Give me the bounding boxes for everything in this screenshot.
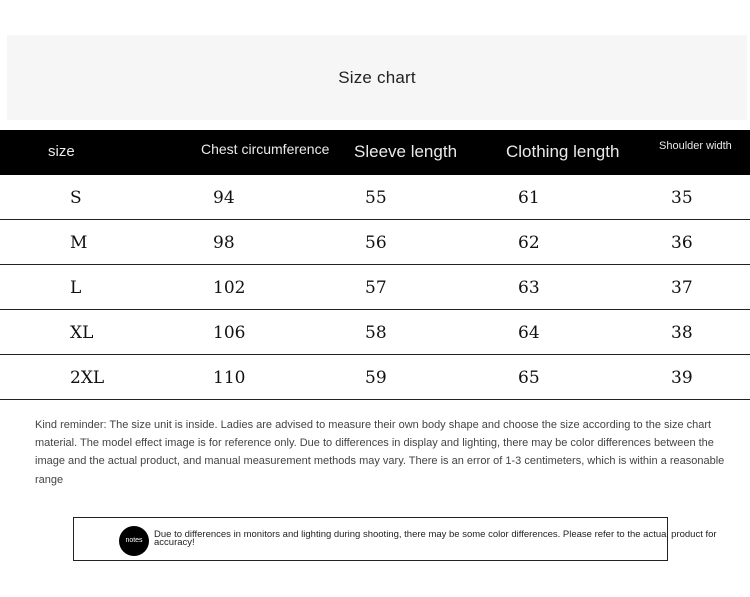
chest-cell: 106 <box>213 323 246 343</box>
chest-cell: 110 <box>213 368 246 388</box>
shoulder-cell: 36 <box>671 233 693 253</box>
size-cell: S <box>70 188 82 208</box>
clothing-length-cell: 61 <box>518 188 540 208</box>
header-sleeve-length: Sleeve length <box>354 142 458 161</box>
sleeve-cell: 57 <box>365 278 387 298</box>
kind-reminder-text: Kind reminder: The size unit is inside. Ladies are advised to measure their own body shape and choose the size according to the size chart material. The model effect image is for reference only. Due to differences in display and lighting, there may be color differences between the image and the actual product, and manual measurement methods may vary. There is an error of 1-3 centimeters, which is within a reasonable range <box>35 419 725 486</box>
note-box <box>73 517 717 561</box>
table-header <box>0 130 750 175</box>
header-chest-circumference: Chest circumference <box>201 141 330 157</box>
table-row <box>0 310 750 355</box>
clothing-length-cell: 65 <box>518 368 540 388</box>
shoulder-cell: 39 <box>671 368 693 388</box>
sleeve-cell: 55 <box>365 188 387 208</box>
sleeve-cell: 59 <box>365 368 387 388</box>
size-cell: M <box>70 233 88 253</box>
shoulder-cell: 35 <box>671 188 693 208</box>
clothing-length-cell: 62 <box>518 233 540 253</box>
title-banner <box>7 35 747 120</box>
note-text: Due to differences in monitors and lighting during shooting, there may be some color differences. Please refer to the actual product for accuracy! <box>154 529 717 548</box>
header-shoulder-width: Shoulder width <box>659 140 732 152</box>
header-clothing-length: Clothing length <box>506 142 620 161</box>
table-row <box>0 355 750 400</box>
chest-cell: 98 <box>213 233 235 253</box>
notes-badge: notes <box>119 526 149 556</box>
shoulder-cell: 38 <box>671 323 693 343</box>
size-cell: 2XL <box>70 368 105 388</box>
table-row <box>0 175 750 220</box>
size-table-body <box>0 175 750 400</box>
page-title: Size chart <box>338 67 416 87</box>
chest-cell: 102 <box>213 278 246 298</box>
chest-cell: 94 <box>213 188 235 208</box>
table-row <box>0 220 750 265</box>
clothing-length-cell: 64 <box>518 323 540 343</box>
size-cell: XL <box>70 323 94 343</box>
sleeve-cell: 56 <box>365 233 387 253</box>
header-size: size <box>48 143 75 160</box>
shoulder-cell: 37 <box>671 278 693 298</box>
table-row <box>0 265 750 310</box>
size-cell: L <box>70 278 82 298</box>
clothing-length-cell: 63 <box>518 278 540 298</box>
sleeve-cell: 58 <box>365 323 387 343</box>
